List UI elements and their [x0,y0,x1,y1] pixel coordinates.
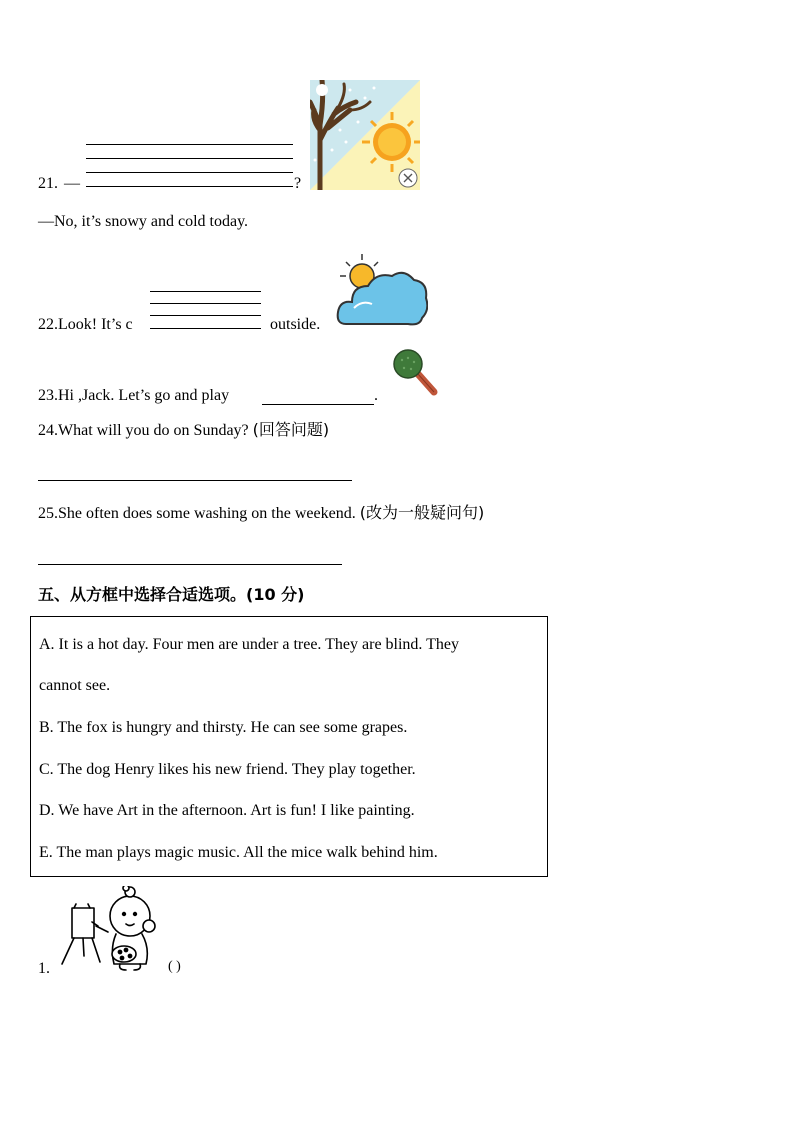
option-a-line1: A. It is a hot day. Four men are under a tree. They are blind. They [39,636,460,653]
girl-painting-icon [60,886,162,972]
question-25: 25.She often does some washing on the weekend. (改为一般疑问句) [38,503,485,522]
answer-line-24[interactable] [38,480,352,481]
options-box [30,616,548,877]
question-23-prefix: 23.Hi ,Jack. Let’s go and play [38,387,230,404]
item-1-number: 1. [38,960,50,977]
option-b: B. The fox is hungry and thirsty. He can see some grapes. [39,719,408,736]
answer-line-22d[interactable] [150,328,261,329]
question-21-dash: — [64,175,80,192]
question-21-number: 21. [38,175,58,192]
option-d: D. We have Art in the afternoon. Art is fun! I like painting. [39,802,415,819]
option-a-line2: cannot see. [39,677,111,694]
answer-line-22a[interactable] [150,291,261,292]
question-21-mark: ? [294,175,302,192]
option-e: E. The man plays magic music. All the mice walk behind him. [39,844,438,861]
answer-line-21d[interactable] [86,186,293,187]
answer-line-25[interactable] [38,564,342,565]
question-23-suffix: . [374,387,378,404]
question-22-suffix: outside. [270,316,321,333]
section-5-title: 五、从方框中选择合适选项。(10 分) [38,585,305,604]
item-1-answer-parentheses[interactable]: ( ) [168,959,181,974]
option-c: C. The dog Henry likes his new friend. They play together. [39,761,416,778]
winter-summer-icon [310,80,420,190]
question-21-answer: —No, it’s snowy and cold today. [38,213,249,230]
answer-line-21b[interactable] [86,158,293,159]
cloud-sun-icon [336,252,428,328]
question-22-prefix: 22.Look! It’s c [38,316,133,333]
answer-line-22b[interactable] [150,303,261,304]
ping-pong-paddle-icon [390,348,440,398]
answer-line-21a[interactable] [86,144,293,145]
question-24: 24.What will you do on Sunday? (回答问题) [38,420,330,439]
answer-line-21c[interactable] [86,172,293,173]
answer-line-22c[interactable] [150,315,261,316]
answer-line-23[interactable] [262,404,374,405]
